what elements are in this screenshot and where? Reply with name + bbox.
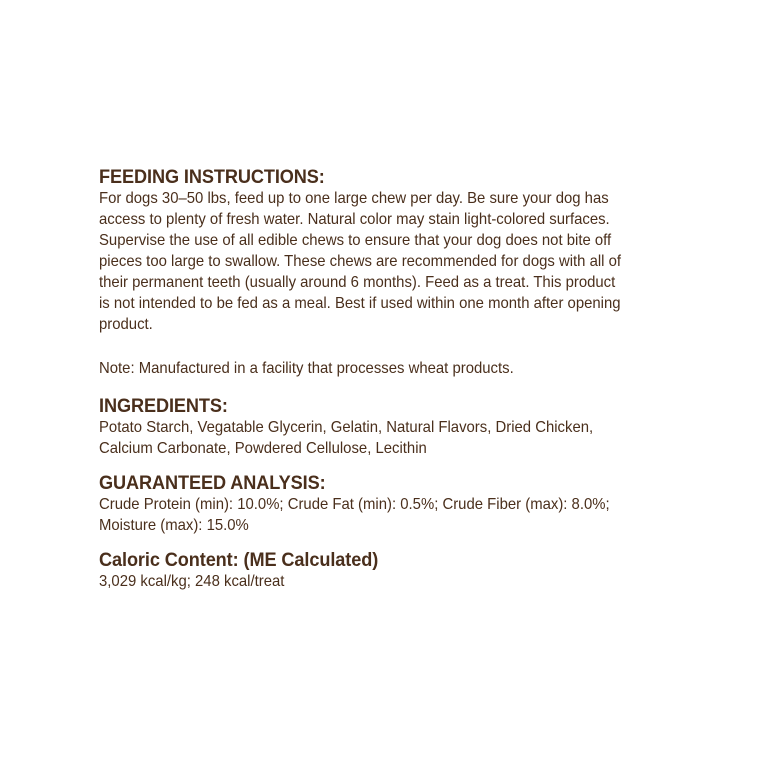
note-line: Note: Manufactured in a facility that processes wheat products. bbox=[99, 360, 514, 377]
caloric-content-text bbox=[99, 571, 739, 592]
facility-note-section bbox=[99, 358, 739, 379]
guaranteed-analysis-text bbox=[99, 494, 739, 536]
facility-note-text bbox=[99, 358, 739, 379]
guaranteed-analysis-section bbox=[99, 472, 739, 536]
product-label-panel bbox=[99, 166, 739, 592]
feeding-instructions-text bbox=[99, 188, 739, 335]
feeding-line: For dogs 30–50 lbs, feed up to one large chew per day. Be sure your dog has bbox=[99, 190, 609, 207]
caloric-content-section bbox=[99, 549, 739, 592]
analysis-line: Crude Protein (min): 10.0%; Crude Fat (min): 0.5%; Crude Fiber (max): 8.0%; bbox=[99, 496, 610, 513]
feeding-line: product. bbox=[99, 316, 153, 333]
feeding-line: pieces too large to swallow. These chews are recommended for dogs with all of bbox=[99, 253, 622, 270]
feeding-instructions-heading: FEEDING INSTRUCTIONS: bbox=[99, 166, 325, 188]
caloric-line: 3,029 kcal/kg; 248 kcal/treat bbox=[99, 573, 285, 590]
ingredients-heading: INGREDIENTS: bbox=[99, 395, 228, 417]
ingredients-text bbox=[99, 417, 739, 459]
ingredients-section bbox=[99, 395, 739, 459]
ingredients-line: Calcium Carbonate, Powdered Cellulose, Lecithin bbox=[99, 440, 427, 457]
caloric-content-heading: Caloric Content: (ME Calculated) bbox=[99, 549, 379, 571]
feeding-line: Supervise the use of all edible chews to ensure that your dog does not bite off bbox=[99, 232, 612, 249]
guaranteed-analysis-heading: GUARANTEED ANALYSIS: bbox=[99, 472, 326, 494]
feeding-line: their permanent teeth (usually around 6 months). Feed as a treat. This product bbox=[99, 274, 616, 291]
feeding-line: is not intended to be fed as a meal. Best if used within one month after opening bbox=[99, 295, 621, 312]
feeding-instructions-section bbox=[99, 166, 739, 335]
analysis-line: Moisture (max): 15.0% bbox=[99, 517, 249, 534]
ingredients-line: Potato Starch, Vegatable Glycerin, Gelatin, Natural Flavors, Dried Chicken, bbox=[99, 419, 594, 436]
feeding-line: access to plenty of fresh water. Natural color may stain light-colored surfaces. bbox=[99, 211, 610, 228]
